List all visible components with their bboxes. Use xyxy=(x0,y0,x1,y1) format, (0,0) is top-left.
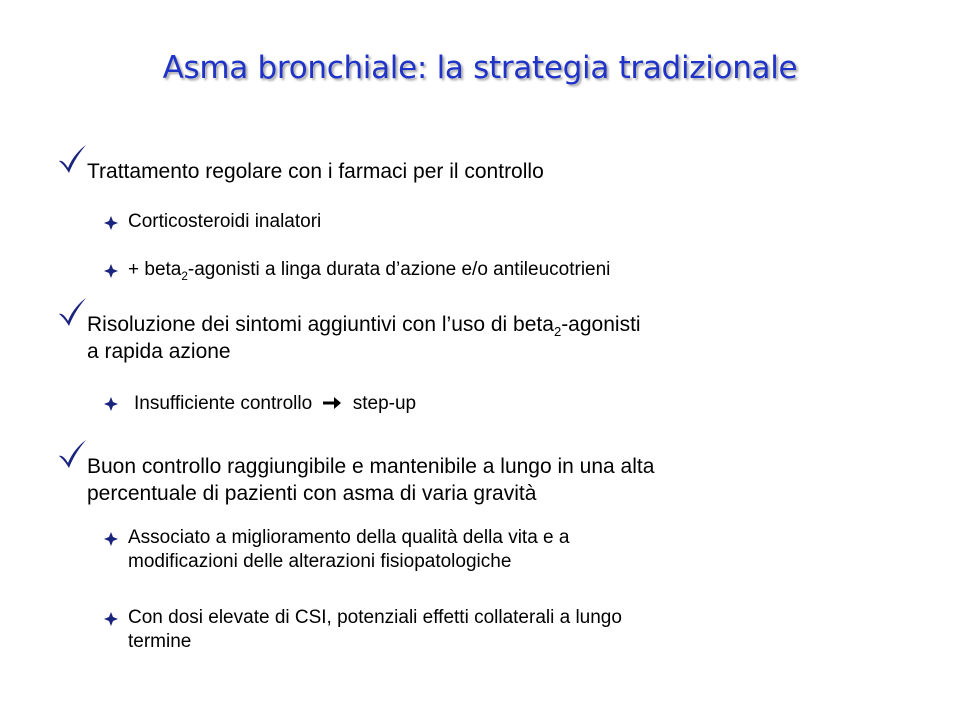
diamond-bullet-icon xyxy=(104,612,118,626)
diamond-bullet-icon xyxy=(104,264,118,278)
bullet-2-text: Risoluzione dei sintomi aggiuntivi con l’uso di beta$_2$-agonisti a rapida azione xyxy=(87,313,641,363)
diamond-bullet-icon xyxy=(104,397,118,411)
bullet-1-text: Trattamento regolare con i farmaci per il controllo xyxy=(87,160,544,183)
checkmark-icon xyxy=(56,143,88,175)
checkmark-icon xyxy=(56,438,88,470)
bullet-2-sub-1: Insufficiente controllo step-up xyxy=(134,393,417,414)
bullet-1-sub-1: Corticosteroidi inalatori xyxy=(128,211,322,232)
diamond-bullet-icon xyxy=(104,216,118,230)
bullet-3-sub-2: Con dosi elevate di CSI, potenziali effetti collaterali a lungo termine xyxy=(128,607,622,652)
bullet-3-sub-1: Associato a miglioramento della qualità della vita e a modificazioni delle alterazioni fisiopatologiche xyxy=(128,527,570,572)
slide-title: Asma bronchiale: la strategia tradizionale xyxy=(162,50,798,86)
diamond-bullet-icon xyxy=(104,532,118,546)
bullet-1-sub-2: + beta$_2$-agonisti a linga durata d’azione e/o antileucotrieni xyxy=(128,259,611,283)
right-arrow-icon xyxy=(323,392,341,416)
checkmark-icon xyxy=(56,296,88,328)
bullet-3-text: Buon controllo raggiungibile e mantenibile a lungo in una alta percentuale di pazienti con asma di varia gravità xyxy=(87,455,655,505)
